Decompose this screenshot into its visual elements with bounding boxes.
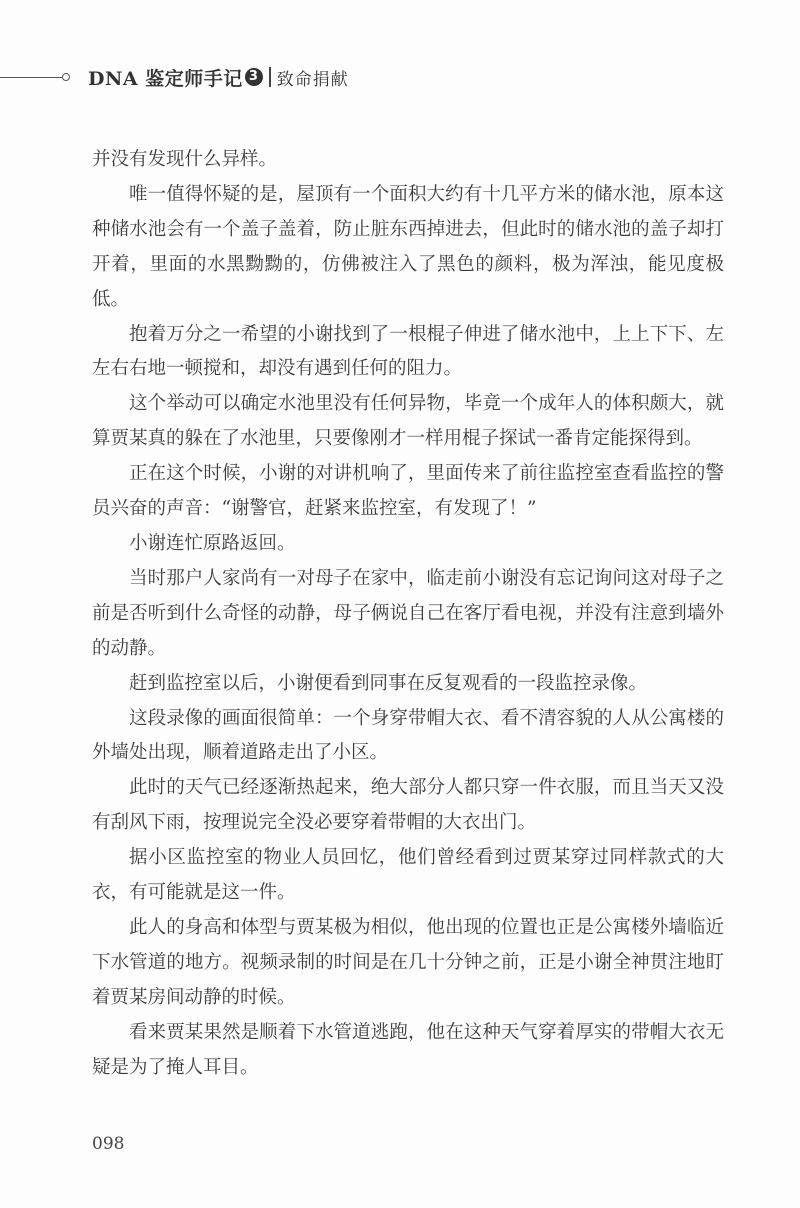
paragraph: 这段录像的画面很简单：一个身穿带帽大衣、看不清容貌的人从公寓楼的外墙处出现，顺着道路走出了小区。: [92, 707, 724, 764]
paragraph: 据小区监控室的物业人员回忆，他们曾经看到过贾某穿过同样款式的大衣，有可能就是这一件。: [92, 847, 724, 904]
paragraph: 这个举动可以确定水池里没有任何异物，毕竟一个成年人的体积颇大，就算贾某真的躲在了水池里，只要像刚才一样用棍子探试一番肯定能探得到。: [92, 393, 724, 450]
body-text: [92, 143, 724, 1085]
paragraph: 看来贾某果然是顺着下水管道逃跑，他在这种天气穿着厚实的带帽大衣无疑是为了掩人耳目。: [92, 1021, 724, 1078]
volume-badge: 3: [245, 68, 263, 86]
header-title: [88, 64, 349, 91]
book-subtitle: 致命捐献: [276, 69, 349, 90]
paragraph: 小谢连忙原路返回。: [129, 532, 296, 554]
paragraph: 此人的身高和体型与贾某极为相似，他出现的位置也正是公寓楼外墙临近下水管道的地方。视频录制的时间是在几十分钟之前，正是小谢全神贯注地盯着贾某房间动静的时候。: [92, 916, 724, 1008]
header-rule-line: [0, 77, 62, 78]
page-number: 098: [92, 1134, 125, 1154]
book-title: DNA 鉴定师手记: [88, 67, 243, 90]
running-header: [0, 62, 349, 92]
header-circle-ornament: [62, 73, 70, 81]
paragraph: 当时那户人家尚有一对母子在家中，临走前小谢没有忘记询问这对母子之前是否听到什么奇怪的动静，母子俩说自己在客厅看电视，并没有注意到墙外的动静。: [92, 567, 724, 659]
paragraph: 抱着万分之一希望的小谢找到了一根棍子伸进了储水池中，上上下下、左左右右地一顿搅和，却没有遇到任何的阻力。: [92, 323, 724, 380]
paragraph: 此时的天气已经逐渐热起来，绝大部分人都只穿一件衣服，而且当天又没有刮风下雨，按理说完全没必要穿着带帽的大衣出门。: [92, 777, 724, 834]
paragraph: 唯一值得怀疑的是，屋顶有一个面积大约有十几平方米的储水池，原本这种储水池会有一个盖子盖着，防止脏东西掉进去，但此时的储水池的盖子却打开着，里面的水黑黝黝的，仿佛被注入了黑色的颜料，极为浑浊，能见度极低。: [92, 183, 724, 310]
paragraph-continued: 并没有发现什么异样。: [92, 149, 278, 170]
paragraph: 赶到监控室以后，小谢便看到同事在反复观看的一段监控录像。: [129, 672, 648, 694]
header-separator: [269, 67, 271, 87]
paragraph: 正在这个时候，小谢的对讲机响了，里面传来了前往监控室查看监控的警员兴奋的声音：“谢警官，赶紧来监控室，有发现了！”: [92, 463, 724, 520]
